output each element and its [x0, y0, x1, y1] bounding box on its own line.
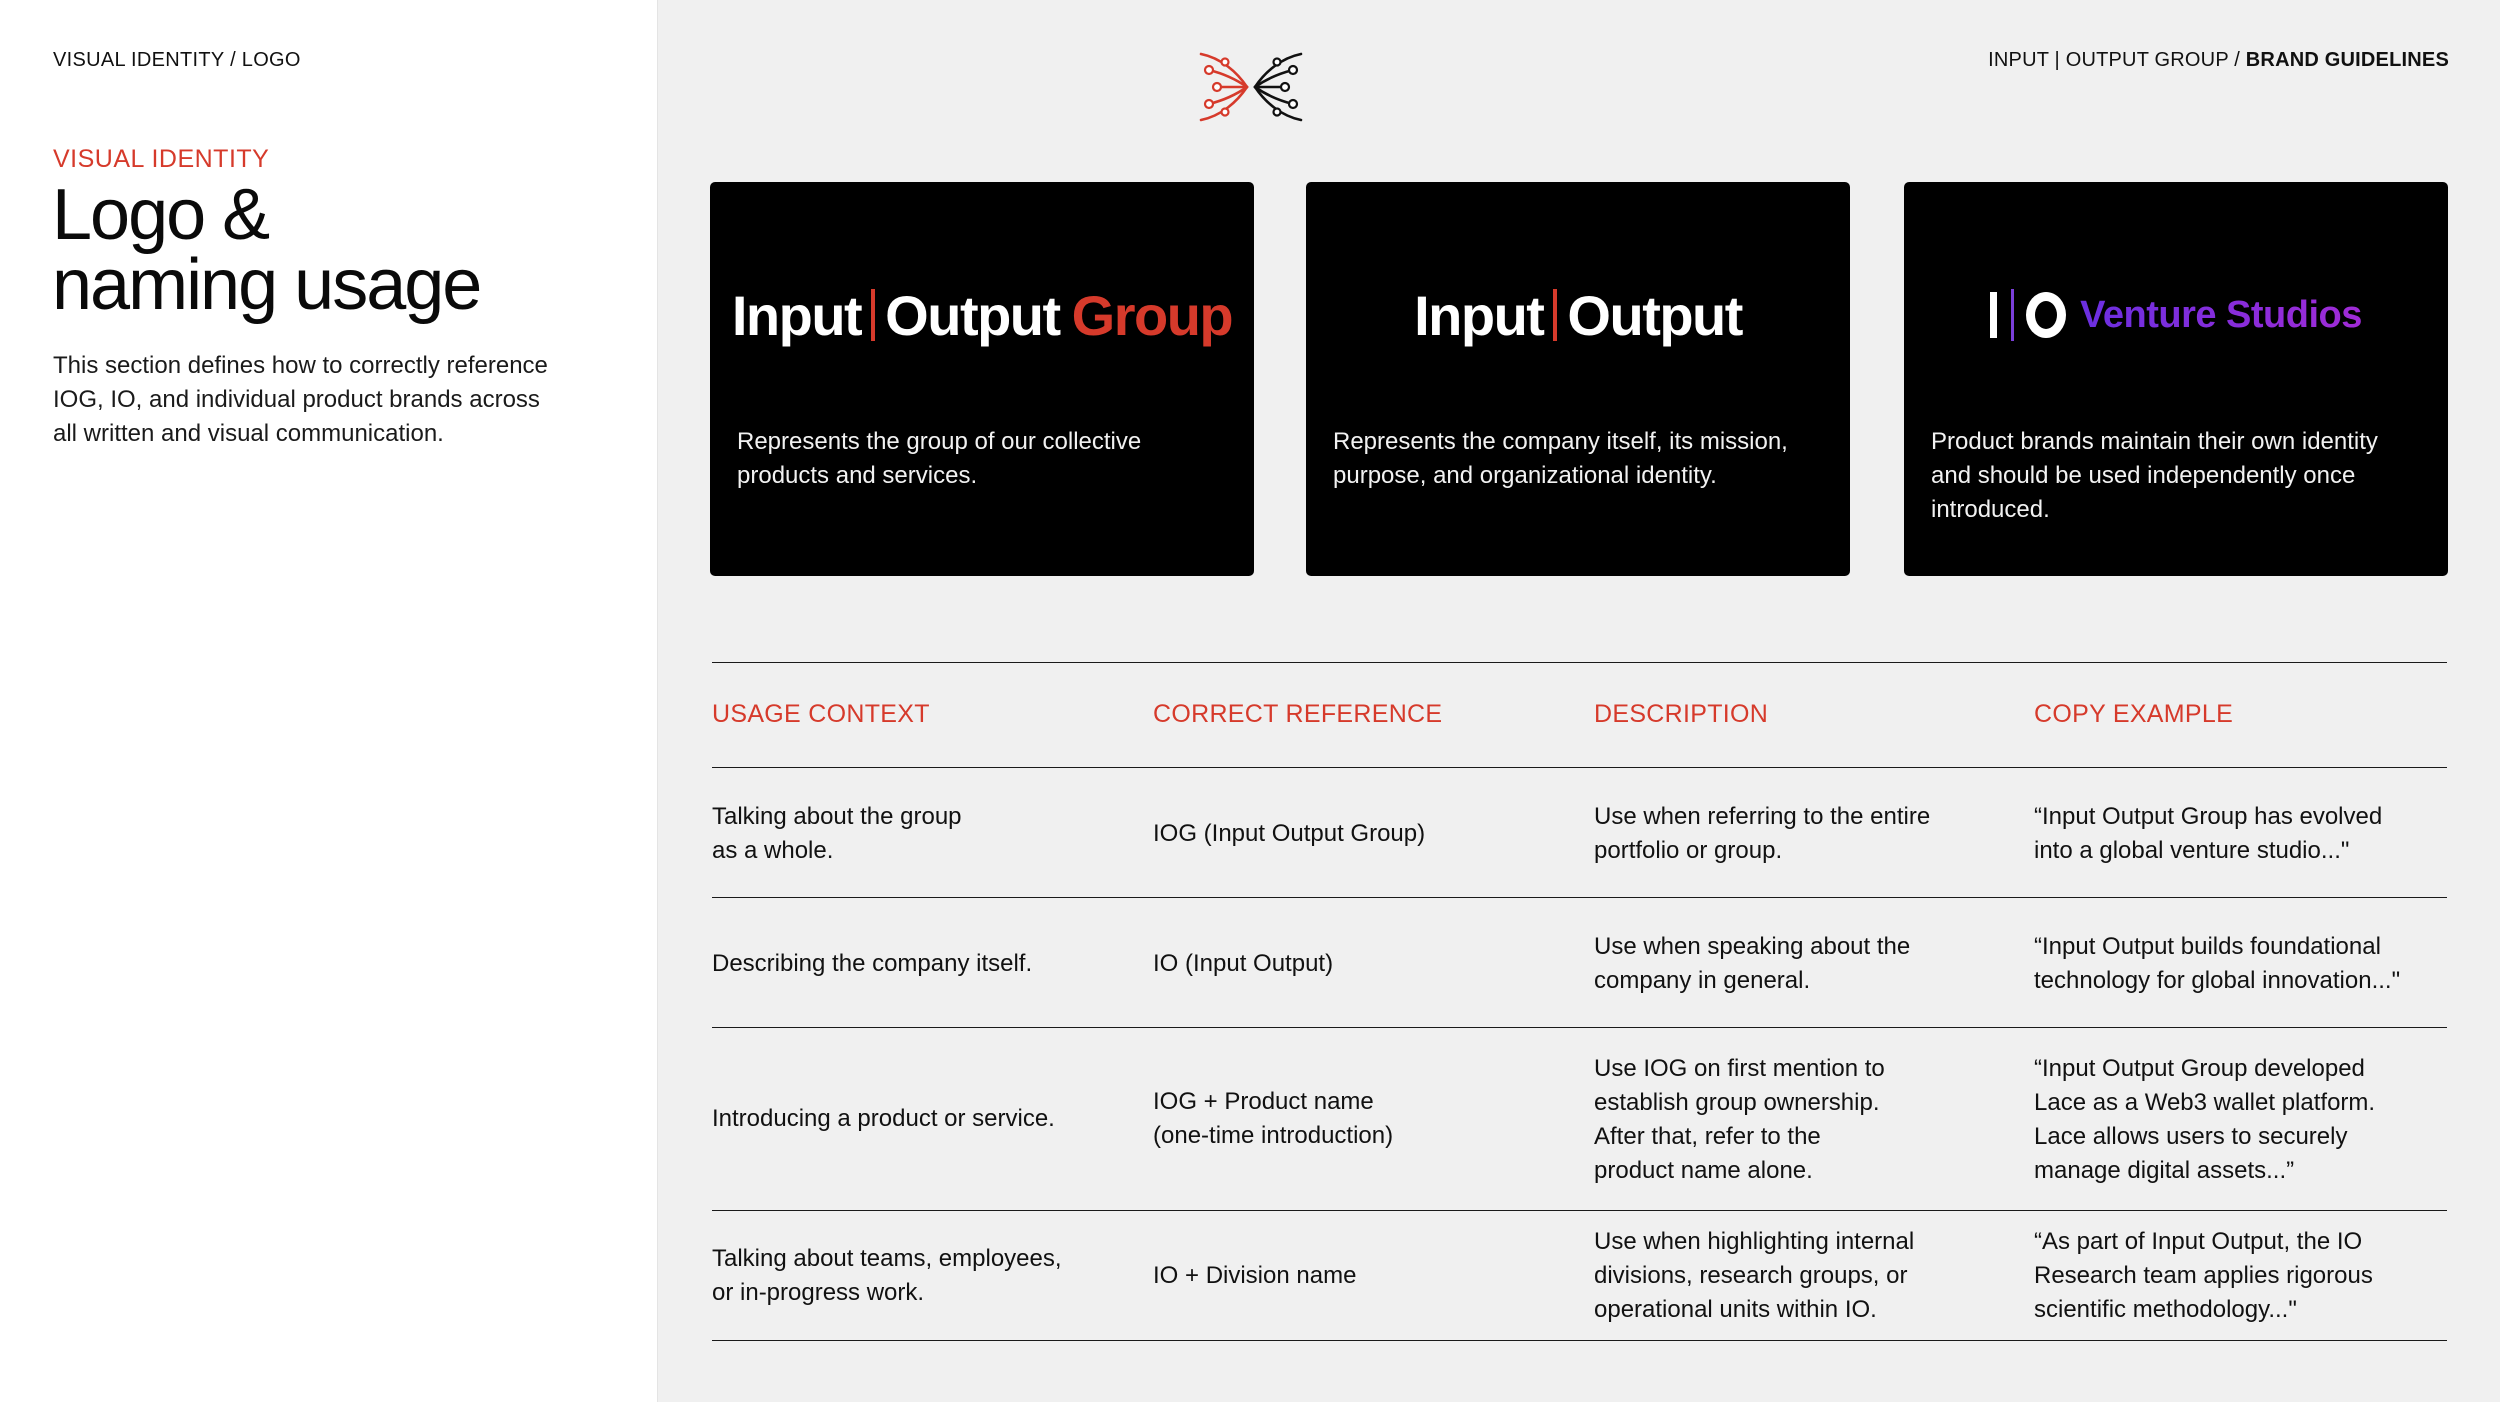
cell-line: product name alone.	[1594, 1157, 1813, 1184]
cell-line: Use IOG on first mention to	[1594, 1055, 1885, 1082]
cell-line: “As part of Input Output, the IO	[2034, 1228, 2363, 1255]
brand-breadcrumb-prefix: INPUT | OUTPUT GROUP /	[1988, 49, 2241, 71]
cell-line: Research team applies rigorous	[2034, 1262, 2373, 1289]
cell-line: Talking about teams, employees,	[712, 1245, 1062, 1272]
title-line-2: naming usage	[52, 245, 481, 325]
wordmark-input: Input	[731, 283, 862, 347]
card-description: Represents the group of our collective products and services.	[737, 428, 1142, 489]
cell-line: or in-progress work.	[712, 1279, 925, 1306]
cell-line: “Input Output builds foundational	[2034, 933, 2381, 960]
table-cell-reference	[1153, 1085, 1393, 1153]
iog-logo-icon	[1195, 48, 1307, 126]
cell-line: into a global venture studio..."	[2034, 837, 2350, 864]
io-wordmark	[1306, 280, 1850, 350]
header-copy-example: COPY EXAMPLE	[2034, 700, 2234, 728]
brand-card-venture-studios	[1904, 182, 2448, 576]
cell-line: “Input Output Group has evolved	[2034, 803, 2383, 830]
cell-line: Use when referring to the entire	[1594, 803, 1931, 830]
left-panel	[0, 0, 658, 1402]
brand-card-io	[1306, 182, 1850, 576]
table-cell-description	[1594, 800, 1930, 868]
cell-line: IO (Input Output)	[1153, 950, 1334, 977]
table-cell-reference	[1153, 947, 1333, 981]
card-description: Represents the company itself, its mission, purpose, and organizational identity.	[1333, 428, 1788, 489]
table-divider	[712, 662, 2447, 663]
table-cell-example	[2034, 930, 2400, 998]
section-label: VISUAL IDENTITY	[53, 145, 270, 173]
breadcrumb: VISUAL IDENTITY / LOGO	[53, 49, 301, 71]
cell-line: company in general.	[1594, 967, 1811, 994]
table-divider	[712, 897, 2447, 898]
wordmark-group: Group	[1071, 283, 1233, 347]
table-cell-context	[712, 1102, 1055, 1136]
table-divider	[712, 767, 2447, 768]
cell-line: IOG + Product name	[1153, 1088, 1374, 1115]
table-divider	[712, 1340, 2447, 1341]
wordmark-separator	[1553, 289, 1557, 341]
table-cell-context	[712, 947, 1032, 981]
cell-line: Use when highlighting internal	[1594, 1228, 1915, 1255]
io-i-icon	[1990, 292, 1997, 338]
cell-line: Introducing a product or service.	[712, 1105, 1055, 1132]
cell-line: Lace as a Web3 wallet platform.	[2034, 1089, 2376, 1116]
table-cell-description	[1594, 1225, 1914, 1327]
wordmark-output: Output	[885, 283, 1060, 347]
title-line-1: Logo &	[52, 175, 269, 255]
header-usage-context: USAGE CONTEXT	[712, 700, 930, 728]
brand-breadcrumb	[1988, 49, 2449, 72]
wordmark-output: Output	[1567, 283, 1742, 347]
header-description: DESCRIPTION	[1594, 700, 1769, 728]
table-divider	[712, 1027, 2447, 1028]
cell-line: Talking about the group	[712, 803, 962, 830]
cell-line: IOG (Input Output Group)	[1153, 820, 1426, 847]
wordmark-separator	[871, 289, 875, 341]
cell-line: Describing the company itself.	[712, 950, 1033, 977]
table-cell-example	[2034, 1052, 2375, 1188]
card-description: Product brands maintain their own identity and should be used independently once introduced.	[1931, 428, 2378, 523]
intro-text: This section defines how to correctly reference IOG, IO, and individual product brands across all written and visual communication.	[53, 352, 548, 447]
table-cell-reference	[1153, 1259, 1356, 1293]
table-cell-reference	[1153, 817, 1425, 851]
cell-line: portfolio or group.	[1594, 837, 1783, 864]
wordmark-input: Input	[1414, 283, 1544, 347]
io-o-icon	[2026, 292, 2066, 338]
table-cell-context	[712, 1242, 1062, 1310]
table-cell-description	[1594, 1052, 1885, 1188]
cell-line: as a whole.	[712, 837, 834, 864]
cell-line: scientific methodology..."	[2034, 1296, 2297, 1323]
brand-card-iog	[710, 182, 1254, 576]
cell-line: establish group ownership.	[1594, 1089, 1880, 1116]
cell-line: (one-time introduction)	[1153, 1122, 1394, 1149]
wordmark-venture-studios: Venture Studios	[2080, 293, 2362, 336]
table-cell-context	[712, 800, 962, 868]
cell-line: Lace allows users to securely	[2034, 1123, 2348, 1150]
iog-wordmark	[710, 280, 1254, 350]
brand-breadcrumb-current: BRAND GUIDELINES	[2245, 49, 2449, 71]
cell-line: After that, refer to the	[1594, 1123, 1821, 1150]
io-separator-icon	[2011, 289, 2014, 341]
cell-line: divisions, research groups, or	[1594, 1262, 1908, 1289]
header-correct-reference: CORRECT REFERENCE	[1153, 700, 1443, 728]
cell-line: “Input Output Group developed	[2034, 1055, 2365, 1082]
table-cell-example	[2034, 800, 2382, 868]
cell-line: manage digital assets...”	[2034, 1157, 2295, 1184]
page-title	[52, 175, 612, 325]
table-cell-example	[2034, 1225, 2373, 1327]
table-divider	[712, 1210, 2447, 1211]
cell-line: operational units within IO.	[1594, 1296, 1877, 1323]
venture-studios-wordmark	[1904, 280, 2448, 350]
cell-line: IO + Division name	[1153, 1262, 1357, 1289]
cell-line: Use when speaking about the	[1594, 933, 1911, 960]
table-cell-description	[1594, 930, 1910, 998]
cell-line: technology for global innovation..."	[2034, 967, 2401, 994]
